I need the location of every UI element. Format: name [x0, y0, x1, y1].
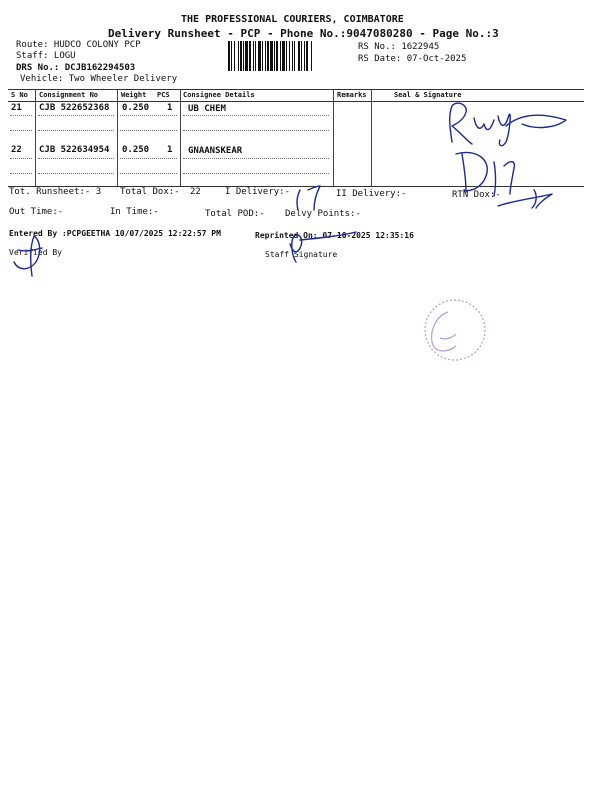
header-pcs: PCS — [157, 91, 170, 99]
dotted-line — [10, 130, 32, 131]
dotted-line — [10, 115, 32, 116]
barcode-bar — [286, 41, 287, 71]
barcode-bar — [274, 41, 275, 71]
handwritten-signature — [450, 103, 566, 146]
header-sno: S No — [11, 91, 28, 99]
route-label: Route: HUDCO COLONY PCP — [16, 40, 141, 50]
barcode-bar — [258, 41, 261, 71]
header-remarks: Remarks — [337, 91, 367, 99]
rs-date: RS Date: 07-Oct-2025 — [358, 54, 467, 64]
row-pcs: 1 — [167, 145, 173, 155]
table-header-rule — [8, 101, 584, 102]
barcode-bar — [240, 41, 242, 71]
barcode-bar — [270, 41, 273, 71]
row-consignee: UB CHEM — [188, 104, 226, 114]
dotted-line — [120, 173, 177, 174]
header-consignee: Consignee Details — [183, 91, 255, 99]
header-weight: Weight — [121, 91, 147, 99]
staff-label: Staff: LOGU — [16, 51, 76, 61]
barcode-bar — [243, 41, 244, 71]
dotted-line — [10, 158, 32, 159]
table-top-rule — [8, 89, 584, 90]
total-dox-value: 22 — [190, 187, 201, 197]
in-time-label: In Time:- — [110, 207, 159, 217]
i-delivery-label: I Delivery:- — [225, 187, 291, 197]
handwritten-mark — [498, 190, 552, 208]
dotted-line — [183, 158, 329, 159]
rs-number: RS No.: 1622945 — [358, 42, 440, 52]
header-consignment: Consignment No — [39, 91, 99, 99]
col-divider — [371, 89, 372, 186]
col-divider — [180, 89, 181, 186]
ii-delivery-label: II Delivery:- — [336, 189, 407, 199]
entered-by: Entered By :PCPGEETHA 10/07/2025 12:22:57 PM — [9, 229, 221, 238]
barcode-bar — [234, 41, 235, 71]
row-pcs: 1 — [167, 103, 173, 113]
col-divider — [117, 89, 118, 186]
barcode-bar — [298, 41, 300, 71]
dotted-line — [120, 130, 177, 131]
barcode-bar — [238, 41, 239, 71]
barcode-bar — [282, 41, 285, 71]
row-consignment: CJB 522634954 — [39, 145, 110, 155]
row-consignment: CJB 522652368 — [39, 103, 110, 113]
total-dox-label: Total Dox:- — [120, 187, 180, 197]
barcode-bar — [301, 41, 302, 71]
staff-signature-label: Staff Signature — [265, 250, 338, 259]
dotted-line — [38, 158, 114, 159]
dotted-line — [183, 130, 329, 131]
total-pod-label: Total POD:- — [205, 209, 265, 219]
col-divider — [333, 89, 334, 186]
total-runsheet: Tot. Runsheet:- 3 — [9, 187, 102, 197]
stamp-circle — [425, 300, 485, 360]
reprinted-on: Reprinted On: 07-10-2025 12:35:16 — [255, 231, 414, 240]
barcode-bar — [255, 41, 256, 71]
dotted-line — [120, 158, 177, 159]
drs-number: DRS No.: DCJB162294503 — [16, 63, 136, 73]
barcode-bar — [294, 41, 295, 71]
col-divider — [35, 89, 36, 186]
dotted-line — [183, 173, 329, 174]
stamp-scribble — [432, 312, 456, 351]
barcode-bar — [253, 41, 254, 71]
barcode — [228, 41, 355, 71]
delvy-points-label: Delvy Points:- — [285, 209, 361, 219]
barcode-bar — [292, 41, 293, 71]
handwritten-mark — [297, 186, 320, 210]
row-sno: 22 — [11, 145, 22, 155]
barcode-bar — [311, 41, 312, 71]
barcode-bar — [228, 41, 230, 71]
company-name: THE PROFESSIONAL COURIERS, COIMBATORE — [181, 14, 404, 25]
runsheet-title: Delivery Runsheet - PCP - Phone No.:9047080280 - Page No.:3 — [108, 27, 499, 40]
rtn-dox-label: RTN Dox:- — [452, 190, 501, 200]
row-sno: 21 — [11, 103, 22, 113]
barcode-bar — [304, 41, 305, 71]
barcode-bar — [262, 41, 263, 71]
row-consignee: GNAANSKEAR — [188, 146, 243, 156]
barcode-bar — [267, 41, 269, 71]
barcode-bar — [280, 41, 281, 71]
dotted-line — [38, 115, 114, 116]
dotted-line — [120, 115, 177, 116]
barcode-bar — [289, 41, 290, 71]
dotted-line — [10, 173, 32, 174]
dotted-line — [183, 115, 329, 116]
dotted-line — [38, 130, 114, 131]
dotted-line — [38, 173, 114, 174]
barcode-bar — [276, 41, 278, 71]
header-seal: Seal & Signature — [394, 91, 462, 99]
row-weight: 0.250 — [122, 103, 150, 113]
barcode-bar — [231, 41, 232, 71]
barcode-bar — [306, 41, 308, 71]
barcode-bar — [249, 41, 251, 71]
vehicle-label: Vehicle: Two Wheeler Delivery — [20, 74, 178, 84]
verified-by: Verified By — [9, 248, 62, 257]
barcode-bar — [245, 41, 248, 71]
row-weight: 0.250 — [122, 145, 150, 155]
barcode-bar — [265, 41, 266, 71]
out-time-label: Out Time:- — [9, 207, 64, 217]
